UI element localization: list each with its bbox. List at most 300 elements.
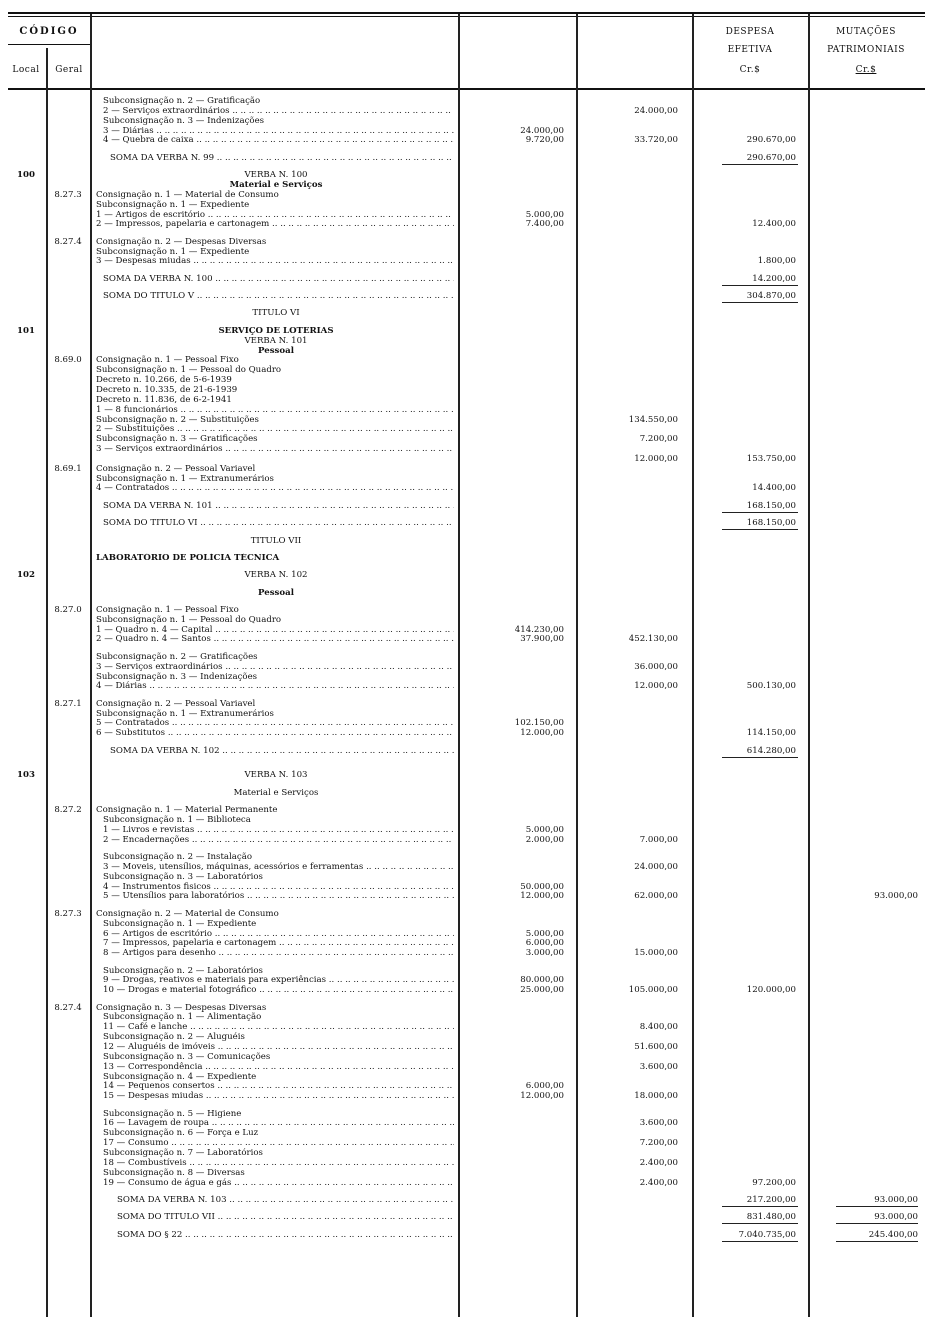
ledger-row [0, 825, 933, 835]
row-description-text: Consignação n. 2 — Despesas Diversas [96, 236, 267, 247]
amount-v2: 15.000,00 [634, 948, 678, 959]
ledger-row [0, 891, 933, 901]
ledger-row [0, 1072, 933, 1082]
row-description-text: 3 — Serviços extraordinários [96, 444, 223, 454]
row-description [96, 588, 456, 598]
subtotal-rule [722, 529, 798, 530]
row-description [96, 615, 454, 625]
row-description-text: SOMA DA VERBA N. 103 [117, 1194, 227, 1205]
ledger-row [0, 746, 933, 756]
row-description-text: Subconsignação n. 1 — Pessoal do Quadro [96, 365, 282, 376]
ledger-row [0, 1012, 933, 1022]
amount-v3: 1.800,00 [757, 256, 796, 267]
amount-v3: 114.150,00 [746, 728, 796, 739]
row-description-text: SOMA DO TITULO V [103, 291, 195, 302]
amount-v3: 14.200,00 [752, 273, 796, 284]
row-description-text: 1 — Quadro n. 4 — Capital [96, 624, 213, 635]
ledger-row [0, 308, 933, 318]
row-description-text: 6 — Substitutos [96, 728, 166, 739]
geral-code: 8.27.4 [54, 236, 82, 247]
mutacoes-heading-1: MUTAÇÕES [836, 27, 896, 37]
header-top-rule [8, 12, 925, 14]
amount-v2: 7.000,00 [639, 834, 678, 845]
row-description [96, 788, 456, 798]
row-description [96, 308, 456, 318]
amount-v4: 93.000,00 [874, 1212, 918, 1223]
amount-v3: 290.670,00 [746, 135, 796, 146]
row-description-text: Consignação n. 2 — Pessoal Variavel [96, 698, 256, 709]
ledger-row [0, 835, 933, 845]
ledger-row [0, 1178, 933, 1188]
amount-v1: 12.000,00 [520, 728, 564, 739]
row-description [103, 948, 454, 958]
row-description [96, 434, 454, 444]
subtotal-rule [722, 302, 798, 303]
ledger-row [0, 395, 933, 405]
row-description-text: 2 — Serviços extraordinários [103, 105, 230, 116]
subtotal-rule [722, 757, 798, 758]
row-description [96, 444, 454, 454]
ledger-row [0, 1168, 933, 1178]
ledger-row [0, 424, 933, 434]
row-description [103, 975, 454, 985]
row-description-text: Subconsignação n. 8 — Diversas [103, 1167, 245, 1178]
row-description [103, 891, 454, 901]
row-description [96, 681, 454, 691]
row-description-text: 11 — Café e lanche [103, 1022, 188, 1033]
ledger-row [0, 1052, 933, 1062]
ledger-row [0, 1148, 933, 1158]
row-description [96, 662, 454, 672]
ledger-row [0, 788, 933, 798]
amount-v1: 6.000,00 [525, 938, 564, 949]
amount-v3: 168.150,00 [746, 518, 796, 529]
ledger-row [0, 1118, 933, 1128]
ledger-row [0, 1062, 933, 1072]
row-description-text: 19 — Consumo de água e gás [103, 1177, 232, 1188]
amount-v1: 25.000,00 [520, 985, 564, 996]
ledger-row [0, 852, 933, 862]
ledger-row [0, 355, 933, 365]
row-description-text: 3 — Despesas miudas [96, 256, 191, 267]
row-description-text: Subconsignação n. 1 — Expediente [103, 918, 257, 929]
row-description-text: 2 — Substituições [96, 424, 175, 435]
row-description [103, 116, 454, 126]
row-description [96, 625, 454, 635]
row-description [103, 1109, 454, 1119]
row-description-text: SOMA DO TITULO VI [103, 518, 198, 529]
ledger-row [0, 966, 933, 976]
amount-v2: 24.000,00 [634, 105, 678, 116]
row-description-text: SOMA DA VERBA N. 99 [110, 152, 215, 163]
ledger-row [0, 153, 933, 163]
ledger-row [0, 872, 933, 882]
row-description-text: Material e Serviços [229, 179, 323, 190]
ledger-row [0, 405, 933, 415]
row-description-text: VERBA N. 103 [244, 770, 308, 781]
row-description [103, 1178, 454, 1188]
ledger-row [0, 474, 933, 484]
ledger-row [0, 96, 933, 106]
row-description [96, 634, 454, 644]
amount-v3: 831.480,00 [746, 1212, 796, 1223]
geral-code: 8.27.3 [54, 189, 82, 200]
geral-code: 8.27.3 [54, 908, 82, 919]
amount-v3: 12.400,00 [752, 219, 796, 230]
row-description [103, 815, 454, 825]
row-description [103, 106, 454, 116]
row-description-text: Consignação n. 1 — Material de Consumo [96, 189, 279, 200]
amount-v3: 500.130,00 [746, 681, 796, 692]
ledger-row [0, 862, 933, 872]
row-description-text: VERBA N. 101 [244, 335, 308, 346]
ledger-row [0, 291, 933, 301]
ledger-row [0, 1212, 933, 1222]
row-description [103, 929, 454, 939]
amount-v3: 153.750,00 [746, 453, 796, 464]
ledger-row [0, 1195, 933, 1205]
amount-v1: 24.000,00 [520, 125, 564, 136]
row-description-text: 17 — Consumo [103, 1138, 169, 1149]
despesa-heading-1: DESPESA [725, 27, 775, 37]
ledger-row [0, 728, 933, 738]
row-description-text: Decreto n. 10.335, de 21-6-1939 [96, 384, 238, 395]
row-description-text: Subconsignação n. 2 — Substituições [96, 414, 259, 425]
ledger-row [0, 1042, 933, 1052]
amount-v2: 8.400,00 [639, 1022, 678, 1033]
row-description-text: Consignação n. 1 — Material Permanente [96, 805, 278, 816]
amount-v3: 614.280,00 [746, 745, 796, 756]
row-description-text: SOMA DA VERBA N. 100 [103, 273, 213, 284]
amount-v2: 62.000,00 [634, 891, 678, 902]
amount-v1: 7.400,00 [525, 219, 564, 230]
ledger-row [0, 570, 933, 580]
row-description-text: Pessoal [258, 587, 294, 598]
geral-code: 8.27.4 [54, 1002, 82, 1013]
row-description-text: Subconsignação n. 3 — Gratificações [96, 434, 258, 445]
row-description-text: Decreto n. 10.266, de 5-6-1939 [96, 375, 232, 386]
subtotal-rule-mutacoes [836, 1241, 918, 1242]
row-description [103, 1091, 454, 1101]
row-description-text: Subconsignação n. 1 — Biblioteca [103, 815, 251, 825]
amount-v1: 12.000,00 [520, 1091, 564, 1102]
row-description [103, 825, 454, 835]
ledger-row [0, 116, 933, 126]
amount-v3: 304.870,00 [746, 291, 796, 302]
ledger-row [0, 518, 933, 528]
amount-v1: 414.230,00 [514, 624, 564, 635]
amount-v3: 14.400,00 [752, 483, 796, 494]
ledger-row [0, 415, 933, 425]
ledger-row [0, 385, 933, 395]
row-description-text: Subconsignação n. 1 — Alimentação [103, 1012, 262, 1023]
amount-v1: 5.000,00 [525, 928, 564, 939]
row-description [103, 135, 454, 145]
ledger-row [0, 718, 933, 728]
row-description-text: SOMA DA VERBA N. 102 [110, 745, 220, 756]
ledger-row [0, 662, 933, 672]
row-description-text: 2 — Impressos, papelaria e cartonagem [96, 219, 270, 230]
amount-v2: 12.000,00 [634, 681, 678, 692]
ledger-row [0, 256, 933, 266]
ledger-row [0, 454, 933, 464]
row-description-text: Subconsignação n. 5 — Higiene [103, 1108, 242, 1119]
ledger-row [0, 365, 933, 375]
ledger-row [0, 1138, 933, 1148]
ledger-row [0, 126, 933, 136]
row-description [96, 326, 456, 336]
row-description-text: Subconsignação n. 6 — Força e Luz [103, 1128, 259, 1139]
row-description [96, 483, 454, 493]
row-description-text: VERBA N. 102 [244, 570, 308, 581]
row-description [117, 1230, 454, 1240]
row-description [103, 882, 454, 892]
row-description-text: 7 — Impressos, papelaria e cartonagem [103, 938, 277, 949]
row-description [96, 718, 454, 728]
ledger-row [0, 200, 933, 210]
amount-v3: 120.000,00 [746, 985, 796, 996]
row-description [103, 985, 454, 995]
row-description [96, 1003, 454, 1013]
row-description [96, 474, 454, 484]
row-description-text: 18 — Combustíveis [103, 1157, 187, 1168]
row-description-text: Subconsignação n. 3 — Indenizações [103, 115, 265, 126]
row-description [96, 728, 454, 738]
row-description-text: Subconsignação n. 1 — Extranumerários [96, 473, 274, 484]
subtotal-rule [722, 1206, 798, 1207]
ledger-row [0, 501, 933, 511]
ledger-row [0, 1022, 933, 1032]
row-description [96, 180, 456, 190]
row-description [96, 385, 454, 395]
row-description-text: 6 — Artigos de escritório [103, 928, 212, 939]
ledger-row [0, 805, 933, 815]
ledger-row [0, 588, 933, 598]
ledger-row [0, 681, 933, 691]
codigo-heading: CÓDIGO [19, 26, 79, 37]
row-description-text: Subconsignação n. 2 — Gratificação [103, 96, 261, 106]
row-description [96, 553, 454, 563]
amount-v1: 50.000,00 [520, 881, 564, 892]
row-description [96, 699, 454, 709]
row-description-text: 2 — Encadernações [103, 834, 190, 845]
ledger-row [0, 929, 933, 939]
row-description-text: Consignação n. 2 — Pessoal Variavel [96, 463, 256, 474]
row-description [96, 237, 454, 247]
row-description [103, 1032, 454, 1042]
subtotal-rule-mutacoes [836, 1223, 918, 1224]
ledger-row [0, 210, 933, 220]
row-description [103, 1081, 454, 1091]
row-description [117, 1212, 454, 1222]
row-description-text: Subconsignação n. 7 — Laboratórios [103, 1148, 263, 1158]
row-description [103, 96, 454, 106]
amount-v4: 245.400,00 [868, 1229, 918, 1240]
ledger-row [0, 326, 933, 336]
row-description [96, 355, 454, 365]
amount-v4: 93.000,00 [874, 891, 918, 902]
ledger-row [0, 699, 933, 709]
mutacoes-heading-2: PATRIMONIAIS [827, 45, 905, 55]
geral-code: 8.27.0 [54, 604, 82, 615]
row-description-text: TITULO VII [250, 535, 302, 546]
row-description [96, 405, 454, 415]
amount-v2: 33.720,00 [634, 135, 678, 146]
row-description [96, 256, 454, 266]
row-description-text: SERVIÇO DE LOTERIAS [218, 325, 334, 336]
amount-v3: 97.200,00 [752, 1177, 796, 1188]
ledger-row [0, 882, 933, 892]
ledger-row [0, 180, 933, 190]
row-description [96, 190, 454, 200]
ledger-row [0, 346, 933, 356]
ledger-row [0, 464, 933, 474]
subtotal-rule [722, 164, 798, 165]
geral-heading: Geral [55, 65, 83, 75]
row-description-text: LABORATÓRIO DE POLÍCIA TÉCNICA [96, 552, 280, 563]
row-description-text: Consignação n. 1 — Pessoal Fixo [96, 604, 239, 615]
row-description [96, 219, 454, 229]
header-bottom-rule [8, 88, 925, 90]
row-description [117, 1195, 454, 1205]
amount-v2: 3.600,00 [639, 1118, 678, 1129]
amount-v1: 3.000,00 [525, 948, 564, 959]
codigo-underline [8, 44, 90, 45]
mutacoes-heading-3: Cr.$ [855, 65, 877, 75]
row-description [96, 909, 454, 919]
ledger-row [0, 672, 933, 682]
row-description [96, 247, 454, 257]
ledger-row [0, 1032, 933, 1042]
ledger-row [0, 948, 933, 958]
row-description-text: Subconsignação n. 3 — Indenizações [96, 671, 258, 682]
row-description-text: 1 — Artigos de escritório [96, 209, 205, 220]
row-description [96, 170, 456, 180]
ledger-row [0, 1091, 933, 1101]
ledger-row [0, 1230, 933, 1240]
row-description-text: 1 — 8 funcionários [96, 404, 178, 415]
row-description [103, 966, 454, 976]
amount-v2: 134.550,00 [628, 414, 678, 425]
ledger-row [0, 709, 933, 719]
ledger-row [0, 375, 933, 385]
row-description-text: 14 — Pequenos consertos [103, 1081, 215, 1092]
row-description-text: Subconsignação n. 2 — Gratificações [96, 651, 258, 662]
row-description-text: 12 — Aluguéis de imóveis [103, 1042, 215, 1052]
amount-v3: 290.670,00 [746, 152, 796, 163]
row-description-text: 15 — Despesas miudas [103, 1091, 204, 1102]
row-description-text: 1 — Livros e revistas [103, 824, 195, 835]
ledger-row [0, 815, 933, 825]
row-description [103, 852, 454, 862]
ledger-row [0, 237, 933, 247]
ledger-row [0, 1003, 933, 1013]
amount-v1: 37.900,00 [520, 634, 564, 645]
row-description-text: Consignação n. 2 — Material de Consumo [96, 908, 279, 919]
row-description-text: 9 — Drogas, reativos e materiais para experiências [103, 975, 327, 986]
row-description [103, 1012, 454, 1022]
ledger-row [0, 190, 933, 200]
row-description-text: Subconsignação n. 4 — Expediente [103, 1071, 257, 1082]
ledger-row [0, 1158, 933, 1168]
amount-v2: 2.400,00 [639, 1177, 678, 1188]
row-description [103, 518, 454, 528]
row-description-text: TITULO VI [252, 308, 300, 319]
subtotal-rule [722, 285, 798, 286]
row-description-text: 5 — Utensílios para laboratórios [103, 891, 245, 902]
amount-v2: 452.130,00 [628, 634, 678, 645]
row-description [96, 336, 456, 346]
row-description [96, 672, 454, 682]
row-description [103, 1052, 454, 1062]
row-description [103, 919, 454, 929]
amount-v1: 2.000,00 [525, 834, 564, 845]
despesa-heading-2: EFETIVA [727, 45, 773, 55]
row-description-text: Subconsignação n. 3 — Laboratórios [103, 871, 263, 882]
geral-code: 8.27.1 [54, 698, 82, 709]
ledger-row [0, 634, 933, 644]
header-top-rule-thin [8, 16, 925, 17]
row-description-text: Pessoal [258, 345, 294, 356]
row-description [96, 210, 454, 220]
ledger-row [0, 336, 933, 346]
row-description-text: SOMA DA VERBA N. 101 [103, 500, 213, 511]
ledger-row [0, 909, 933, 919]
row-description [103, 1042, 454, 1052]
subtotal-rule [722, 1241, 798, 1242]
ledger-row [0, 247, 933, 257]
ledger-row [0, 1109, 933, 1119]
row-description-text: 5 — Contratados [96, 718, 170, 729]
row-description-text: 3 — Serviços extraordinários [96, 661, 223, 672]
row-description-text: VERBA N. 100 [244, 170, 308, 181]
row-description [96, 395, 454, 405]
row-description [103, 1168, 454, 1178]
row-description [96, 415, 454, 425]
row-description [103, 1022, 454, 1032]
amount-v2: 2.400,00 [639, 1157, 678, 1168]
row-description [96, 570, 456, 580]
row-description-text: 4 — Contratados [96, 483, 170, 494]
row-description-text: SOMA DO § 22 [117, 1229, 183, 1240]
row-description [103, 291, 454, 301]
amount-v2: 18.000,00 [634, 1091, 678, 1102]
row-description [96, 709, 454, 719]
row-description-text: Subconsignação n. 2 — Instalação [103, 852, 253, 862]
ledger-row [0, 434, 933, 444]
row-description [96, 346, 456, 356]
row-description-text: Subconsignação n. 2 — Aluguéis [103, 1032, 245, 1043]
amount-v1: 12.000,00 [520, 891, 564, 902]
ledger-row [0, 615, 933, 625]
row-description [96, 536, 456, 546]
row-description [103, 862, 454, 872]
ledger-row [0, 985, 933, 995]
row-description [96, 375, 454, 385]
ledger-row [0, 536, 933, 546]
ledger-row [0, 1081, 933, 1091]
geral-code: 8.69.1 [54, 463, 82, 474]
amount-v2: 12.000,00 [634, 453, 678, 464]
row-description-text: 4 — Instrumentos fisicos [103, 881, 211, 892]
local-code: 100 [17, 170, 35, 181]
row-description [103, 1072, 454, 1082]
row-description-text: Subconsignação n. 1 — Extranumerários [96, 708, 274, 719]
amount-v1: 102.150,00 [514, 718, 564, 729]
row-description-text: 10 — Drogas e material fotográfico [103, 985, 257, 996]
ledger-row [0, 975, 933, 985]
local-code: 103 [17, 770, 35, 781]
